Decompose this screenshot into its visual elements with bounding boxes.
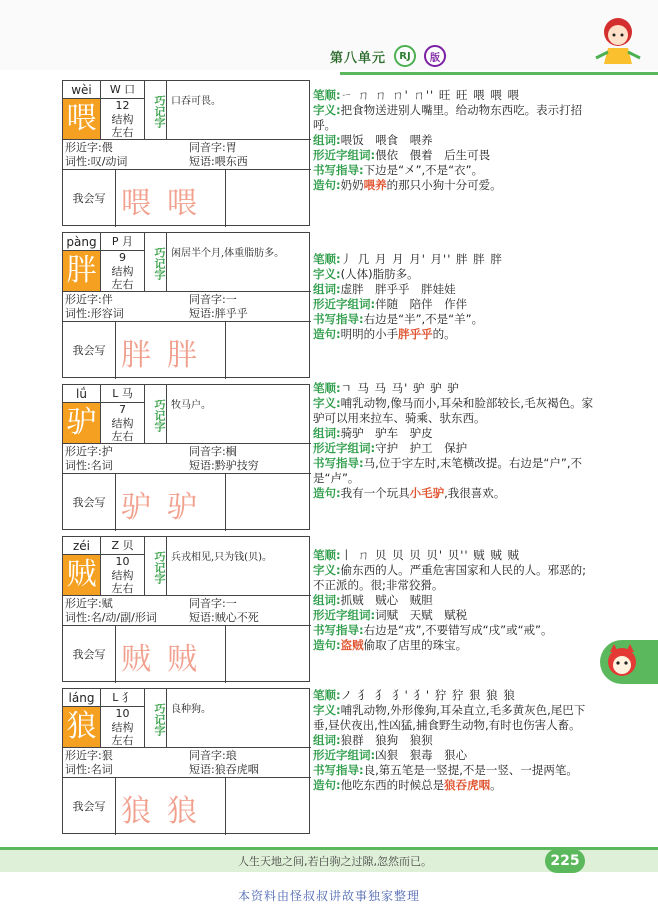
card-write-label: 我会写 [72,648,106,661]
card-trace-char: 贼 [121,642,151,677]
entry-meaning [313,267,595,282]
char-card [62,688,310,834]
card-homophone: 同音字:榈 [189,445,237,458]
card-mnemonic: 口吞可畏。 [171,96,221,107]
card-qiao-label: 巧记字 [145,385,167,443]
sentence-key: 造句: [313,778,341,792]
card-info-row [63,443,311,473]
writing-guide-value: 右边是“戎”,不要错写成“戌”或“戒”。 [363,623,553,637]
card-structure: 左右 [111,734,134,747]
char-card [62,536,310,682]
card-divider [115,473,116,531]
meaning-key: 字义: [313,703,341,717]
writing-guide-value: 右边是“半”,不是“羊”。 [363,312,484,326]
writing-guide-key: 书写指导: [313,163,364,177]
words-value: 抓贼 贼心 贼胆 [340,593,433,607]
card-pos: 词性:名/动/副/形词 [65,611,157,624]
meaning-key: 字义: [313,267,341,281]
card-pos: 词性:叹/动词 [65,155,128,168]
card-info-row [63,595,311,625]
card-pinyin: láng [63,689,101,707]
card-write-label: 我会写 [72,192,106,205]
card-trace-char: 狼 [167,794,197,829]
writing-guide-value: 良,第五笔是一竖提,不是一竖、一提两笔。 [363,763,578,777]
words-key: 组词: [313,733,341,747]
writing-guide-value: 马,位于字左时,末笔横改提。右边是“户”,不是“卢”。 [313,456,582,485]
card-radical: Z 贝 [101,537,144,555]
card-structure-label: 结构 [111,569,134,582]
sentence-part: 明明的小手 [340,327,399,341]
entry-similar-words [313,148,595,163]
meaning-key: 字义: [313,103,341,117]
words-key: 组词: [313,426,341,440]
card-write-chars [115,482,203,526]
entry-writing-guide [313,623,595,638]
sentence-part: 的那只小狗十分可爱。 [386,178,502,192]
card-structure: 左右 [111,430,134,443]
card-divider [115,321,116,379]
card-pos: 词性:名词 [65,763,113,776]
entry-words [313,282,595,297]
meaning-value: 哺乳动物,外形像狗,耳朵直立,毛多黄灰色,尾巴下垂,昼伏夜出,性凶猛,捕食野生动物,有时也伤害人畜。 [313,703,586,732]
entry-words [313,593,595,608]
card-divider [115,625,116,683]
card-trace-char: 驴 [121,490,151,525]
writing-guide-value: 下边是“㐅”,不是“衣”。 [363,163,484,177]
strokes-value: ノ 犭 犭 犭' 犭' 狞 狞 狠 狼 狼 [340,688,516,702]
sentence-key: 造句: [313,486,341,500]
card-mnemonic: 良种狗。 [171,704,211,715]
strokes-key: 笔顺: [313,688,341,702]
rj-badge: RJ [394,45,416,67]
card-write-row [63,473,311,531]
meaning-value: (人体)脂肪多。 [340,267,419,281]
entry-similar-words [313,608,595,623]
similar-words-value: 伴随 陪伴 作伴 [375,297,468,311]
similar-words-value: 偎依 偎着 后生可畏 [375,148,491,162]
fox-mascot-icon [602,640,642,684]
entry-writing-guide [313,163,595,178]
similar-words-value: 词赋 天赋 赋税 [375,608,468,622]
card-meta [101,385,145,443]
similar-words-value: 凶狠 狠毒 狠心 [375,748,468,762]
card-write-label: 我会写 [72,344,106,357]
char-entry [313,88,595,193]
char-entry [313,548,595,653]
entry-writing-guide [313,763,595,778]
card-structure-label: 结构 [111,265,134,278]
writing-guide-key: 书写指导: [313,763,364,777]
card-write-label: 我会写 [72,800,106,813]
entry-strokes [313,381,595,396]
card-trace-char: 喂 [121,186,151,221]
similar-words-value: 守护 护工 保护 [375,441,468,455]
card-radical: P 月 [101,233,144,251]
card-character: 胖 [63,251,101,291]
entry-writing-guide [313,312,595,327]
card-pinyin: zéi [63,537,101,555]
entry-words [313,133,595,148]
words-value: 喂饭 喂食 喂养 [340,133,433,147]
char-card [62,80,310,226]
card-similar: 形近字:狠 [65,749,113,762]
sentence-highlight: 小毛驴 [409,486,445,500]
meaning-key: 字义: [313,563,341,577]
card-radical: W 口 [101,81,144,99]
sentence-key: 造句: [313,327,341,341]
words-value: 骑驴 驴车 驴皮 [340,426,433,440]
entry-sentence [313,327,595,342]
card-mnemonic: 兵戎相见,只为钱(贝)。 [171,552,272,563]
similar-words-key: 形近字组词: [313,748,376,762]
card-structure-label: 结构 [111,417,134,430]
card-stroke-count: 10 [115,555,130,568]
sentence-part: 奶奶 [340,178,364,192]
card-structure: 左右 [111,582,134,595]
card-divider [225,777,226,835]
card-pos: 词性:名词 [65,459,113,472]
card-phrase: 短语:贼心不死 [189,611,259,624]
writing-guide-key: 书写指导: [313,312,364,326]
entry-sentence [313,778,595,793]
card-trace-char: 胖 [121,338,151,373]
card-homophone: 同音字:一 [189,597,237,610]
sentence-part: 我有一个玩具 [340,486,410,500]
meaning-value: 偷东西的人。严重危害国家和人民的人。邪恶的;不正派的。很;非常狡猾。 [313,563,586,592]
entry-meaning [313,396,595,426]
entry-strokes [313,548,595,563]
entry-meaning [313,563,595,593]
card-trace-char: 胖 [167,338,197,373]
card-pos: 词性:形容词 [65,307,124,320]
card-structure-label: 结构 [111,113,134,126]
entry-strokes [313,252,595,267]
card-trace-char: 喂 [167,186,197,221]
card-write-chars [115,330,203,374]
entry-strokes [313,88,595,103]
meaning-value: 哺乳动物,像马而小,耳朵和脸部较长,毛灰褐色。家驴可以用来拉车、骑乘、驮东西。 [313,396,594,425]
card-divider [225,625,226,683]
entry-sentence [313,178,595,193]
card-character: 驴 [63,403,101,443]
entry-sentence [313,638,595,653]
strokes-key: 笔顺: [313,88,341,102]
card-radical: L 犭 [101,689,144,707]
card-trace-char: 驴 [167,490,197,525]
card-meta [101,81,145,139]
sentence-part: 偷取了店里的珠宝。 [363,638,468,652]
strokes-value: ㄱ 马 马 马' 驴 驴 驴 [340,381,460,395]
card-homophone: 同音字:一 [189,293,237,306]
sentence-key: 造句: [313,178,341,192]
sentence-highlight: 胖乎乎 [398,327,433,341]
card-homophone: 同音字:胃 [189,141,237,154]
card-divider [225,169,226,227]
words-key: 组词: [313,133,341,147]
strokes-value: 丿 几 月 月 月' 月'' 胖 胖 胖 [340,252,503,266]
card-info-row [63,747,311,777]
char-entry [313,381,595,501]
card-structure: 左右 [111,126,134,139]
entry-sentence [313,486,595,501]
meaning-key: 字义: [313,396,341,410]
card-write-chars [115,786,203,830]
strokes-key: 笔顺: [313,381,341,395]
strokes-value: 丨 ㄇ 贝 贝 贝 贝' 贝'' 贼 贼 贼 [340,548,520,562]
entry-words [313,426,595,441]
card-mnemonic: 牧马户。 [171,400,211,411]
sentence-part: 他吃东西的时候总是 [340,778,445,792]
entry-words [313,733,595,748]
card-stroke-count: 7 [119,403,126,416]
edition-badge: 版 [424,45,446,67]
strokes-key: 笔顺: [313,548,341,562]
top-band [0,0,658,70]
sentence-part: ,我很喜欢。 [444,486,506,500]
card-phrase: 短语:胖乎乎 [189,307,248,320]
card-pinyin: lǘ [63,385,101,403]
card-character: 喂 [63,99,101,139]
card-qiao-label: 巧记字 [145,689,167,747]
card-structure: 左右 [111,278,134,291]
card-pinyin: wèi [63,81,101,99]
card-write-row [63,777,311,835]
card-meta [101,537,145,595]
card-homophone: 同音字:琅 [189,749,237,762]
sentence-part: 。 [490,778,502,792]
words-key: 组词: [313,593,341,607]
card-divider [115,777,116,835]
sentence-part: 的。 [432,327,456,341]
card-stroke-count: 12 [115,99,130,112]
card-divider [225,473,226,531]
similar-words-key: 形近字组词: [313,297,376,311]
card-write-chars [115,634,203,678]
card-trace-char: 贼 [167,642,197,677]
words-value: 虚胖 胖乎乎 胖娃娃 [340,282,456,296]
card-character: 贼 [63,555,101,595]
sentence-key: 造句: [313,638,341,652]
header-rule [340,72,658,75]
card-write-chars [115,178,203,222]
card-similar: 形近字:护 [65,445,113,458]
card-divider [225,321,226,379]
char-entry [313,252,595,342]
strokes-value: ㄧ ㄇ ㄇ ㄇ' ㄇ'' 旺 旺 喂 喂 喂 [340,88,520,102]
card-divider [115,169,116,227]
card-stroke-count: 9 [119,251,126,264]
words-key: 组词: [313,282,341,296]
writing-guide-key: 书写指导: [313,623,364,637]
card-meta [101,689,145,747]
sentence-highlight: 狼吞虎咽 [444,778,491,792]
entry-writing-guide [313,456,595,486]
card-character: 狼 [63,707,101,747]
card-phrase: 短语:喂东西 [189,155,248,168]
card-info-row [63,139,311,169]
entry-strokes [313,688,595,703]
similar-words-key: 形近字组词: [313,441,376,455]
char-entry [313,688,595,793]
card-radical: L 马 [101,385,144,403]
sentence-highlight: 盗贼 [340,638,364,652]
card-similar: 形近字:赋 [65,597,113,610]
card-write-label: 我会写 [72,496,106,509]
card-stroke-count: 10 [115,707,130,720]
card-structure-label: 结构 [111,721,134,734]
card-qiao-label: 巧记字 [145,81,167,139]
card-trace-char: 狼 [121,794,151,829]
entry-similar-words [313,748,595,763]
unit-title: 第八单元 [330,50,387,66]
card-mnemonic: 闲居半个月,体重脂肪多。 [171,248,285,259]
page-number: 225 [545,849,585,873]
similar-words-key: 形近字组词: [313,148,376,162]
card-write-row [63,625,311,683]
card-meta [101,233,145,291]
footer-motto: 人生天地之间,若白驹之过隙,忽然而已。 [238,855,432,868]
similar-words-key: 形近字组词: [313,608,376,622]
entry-similar-words [313,441,595,456]
entry-meaning [313,703,595,733]
meaning-value: 把食物送进别人嘴里。给动物东西吃。表示打招呼。 [313,103,583,132]
entry-similar-words [313,297,595,312]
card-qiao-label: 巧记字 [145,537,167,595]
card-phrase: 短语:黔驴技穷 [189,459,259,472]
card-qiao-label: 巧记字 [145,233,167,291]
unit-header [330,42,446,70]
char-card [62,232,310,378]
words-value: 狼群 狼狗 狼狈 [340,733,433,747]
mascot-girl-icon [588,8,648,68]
entry-meaning [313,103,595,133]
writing-guide-key: 书写指导: [313,456,364,470]
card-info-row [63,291,311,321]
card-similar: 形近字:伴 [65,293,113,306]
card-write-row [63,169,311,227]
card-write-row [63,321,311,379]
card-similar: 形近字:偎 [65,141,113,154]
card-pinyin: pàng [63,233,101,251]
strokes-key: 笔顺: [313,252,341,266]
sentence-highlight: 喂养 [363,178,387,192]
card-phrase: 短语:狼吞虎咽 [189,763,259,776]
source-note: 本资料由怪叔叔讲故事独家整理 [237,889,420,903]
char-card [62,384,310,530]
